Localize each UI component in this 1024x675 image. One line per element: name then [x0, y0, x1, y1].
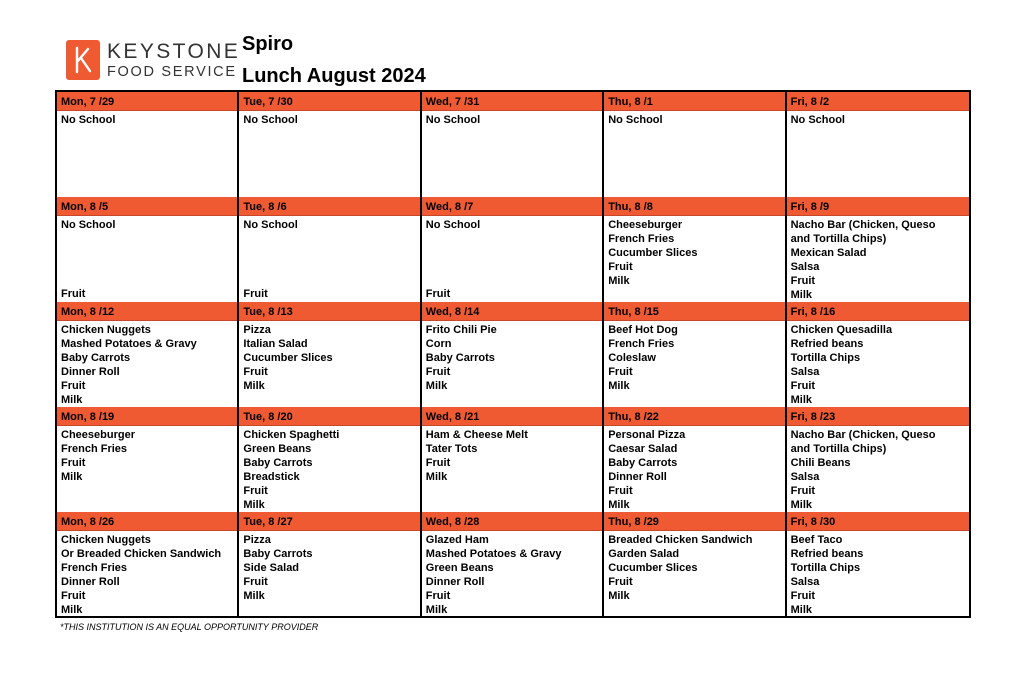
day-header: Thu, 8 /8: [604, 197, 784, 216]
menu-item: Beef Taco: [790, 534, 843, 546]
menu-item: Side Salad: [243, 562, 300, 574]
menu-item: Tater Tots: [425, 443, 478, 455]
day-header: Wed, 8 /7: [422, 197, 602, 216]
day-header: Wed, 8 /21: [422, 407, 602, 426]
menu-item: Cheeseburger: [61, 429, 135, 441]
menu-item: Coleslaw: [608, 352, 656, 364]
menu-item: Milk: [790, 604, 812, 616]
menu-items: [239, 321, 419, 393]
menu-item: Milk: [425, 471, 448, 483]
menu-item: Garden Salad: [608, 548, 680, 560]
menu-item: Milk: [61, 604, 83, 616]
menu-item: Baby Carrots: [425, 352, 495, 364]
menu-item: and Tortilla Chips): [790, 233, 887, 245]
menu-items: [604, 321, 784, 393]
day-header: Tue, 7 /30: [239, 92, 419, 111]
day-cell: [57, 512, 239, 616]
day-header: Fri, 8 /9: [787, 197, 969, 216]
menu-item: Chicken Nuggets: [61, 534, 151, 546]
menu-item-bottom: Fruit: [61, 288, 86, 300]
menu-items: [604, 426, 784, 512]
menu-items: [422, 426, 602, 484]
day-cell: [422, 197, 604, 302]
menu-item: French Fries: [608, 338, 675, 350]
menu-item: Fruit: [790, 275, 816, 287]
menu-items: [787, 216, 969, 302]
menu-item: Beef Hot Dog: [608, 324, 678, 336]
menu-items: [422, 216, 602, 232]
menu-item: Baby Carrots: [243, 548, 313, 560]
day-header: Mon, 8 /19: [57, 407, 237, 426]
day-cell: [239, 512, 421, 616]
menu-item: Milk: [61, 394, 83, 406]
menu-item: Milk: [61, 471, 83, 483]
brand-name: KEYSTONE: [107, 39, 241, 63]
day-header: Tue, 8 /6: [239, 197, 419, 216]
menu-item: Dinner Roll: [61, 576, 120, 588]
day-cell: [239, 92, 421, 197]
menu-items: [604, 216, 784, 288]
menu-item: Frito Chili Pie: [425, 324, 497, 336]
menu-item: Fruit: [61, 380, 86, 392]
menu-item: and Tortilla Chips): [790, 443, 887, 455]
day-header: Thu, 8 /15: [604, 302, 784, 321]
menu-item: Green Beans: [243, 443, 312, 455]
day-header: Mon, 8 /5: [57, 197, 237, 216]
day-cell: [239, 197, 421, 302]
menu-item-bottom: Fruit: [425, 288, 451, 300]
menu-item: Milk: [425, 604, 448, 616]
menu-items: [604, 111, 784, 127]
brand-subtitle: FOOD SERVICE: [107, 63, 237, 80]
menu-item: Pizza: [243, 534, 271, 546]
equal-opportunity-note: *THIS INSTITUTION IS AN EQUAL OPPORTUNITY PROVIDER: [60, 622, 319, 632]
menu-item: Fruit: [608, 485, 633, 497]
menu-item: Milk: [608, 590, 630, 602]
menu-item: Breadstick: [243, 471, 300, 483]
menu-item: Milk: [608, 499, 630, 511]
menu-item: Dinner Roll: [425, 576, 485, 588]
menu-item: Salsa: [790, 471, 820, 483]
menu-item-bottom: Fruit: [243, 288, 268, 300]
menu-item: Fruit: [608, 576, 633, 588]
menu-item: No School: [608, 114, 663, 126]
day-cell: [57, 302, 239, 407]
day-cell: [604, 512, 786, 616]
day-cell: [787, 197, 969, 302]
day-cell: [422, 92, 604, 197]
menu-item: Corn: [425, 338, 452, 350]
menu-items: [239, 216, 419, 232]
menu-item: Milk: [608, 275, 630, 287]
menu-item: Fruit: [243, 366, 268, 378]
menu-item: Fruit: [61, 457, 86, 469]
day-header: Wed, 8 /28: [422, 512, 602, 531]
menu-item: Milk: [243, 380, 265, 392]
menu-items: [422, 321, 602, 393]
day-header: Fri, 8 /16: [787, 302, 969, 321]
menu-item: Milk: [243, 590, 265, 602]
day-header: Tue, 8 /13: [239, 302, 419, 321]
day-header: Wed, 7 /31: [422, 92, 602, 111]
menu-item: Fruit: [425, 457, 451, 469]
menu-item: Mashed Potatoes & Gravy: [61, 338, 197, 350]
day-cell: [787, 407, 969, 512]
menu-items: [604, 531, 784, 603]
day-header: Tue, 8 /27: [239, 512, 419, 531]
menu-item: No School: [61, 219, 116, 231]
day-cell: [604, 92, 786, 197]
menu-item: Breaded Chicken Sandwich: [608, 534, 753, 546]
menu-items: [57, 321, 237, 407]
menu-item: Dinner Roll: [608, 471, 667, 483]
menu-items: [787, 531, 969, 616]
menu-item: Fruit: [243, 485, 268, 497]
menu-item: Nacho Bar (Chicken, Queso: [790, 219, 936, 231]
menu-item: Chicken Quesadilla: [790, 324, 893, 336]
day-cell: [604, 197, 786, 302]
menu-items: [787, 111, 969, 127]
menu-item: Mashed Potatoes & Gravy: [425, 548, 562, 560]
menu-title: Lunch August 2024: [242, 65, 426, 87]
day-header: Thu, 8 /29: [604, 512, 784, 531]
menu-item: No School: [243, 219, 298, 231]
menu-item: Dinner Roll: [61, 366, 120, 378]
menu-item: Baby Carrots: [608, 457, 678, 469]
menu-item: Cucumber Slices: [608, 562, 698, 574]
menu-item: Pizza: [243, 324, 271, 336]
menu-item: Glazed Ham: [425, 534, 489, 546]
menu-item: Fruit: [425, 366, 451, 378]
menu-item: French Fries: [608, 233, 675, 245]
day-cell: [787, 302, 969, 407]
day-header: Thu, 8 /22: [604, 407, 784, 426]
menu-item: Refried beans: [790, 548, 864, 560]
day-cell: [57, 407, 239, 512]
menu-item: Mexican Salad: [790, 247, 867, 259]
day-cell: [239, 407, 421, 512]
menu-item: Fruit: [608, 261, 633, 273]
day-header: Fri, 8 /23: [787, 407, 969, 426]
menu-items: [57, 216, 237, 232]
menu-item: Milk: [608, 380, 630, 392]
day-cell: [787, 512, 969, 616]
menu-items: [239, 111, 419, 127]
menu-items: [787, 321, 969, 407]
menu-item: Fruit: [790, 590, 816, 602]
menu-item: French Fries: [61, 443, 128, 455]
menu-item: Nacho Bar (Chicken, Queso: [790, 429, 936, 441]
menu-items: [239, 426, 419, 512]
menu-item: No School: [61, 114, 116, 126]
menu-item: Cucumber Slices: [243, 352, 333, 364]
day-cell: [422, 302, 604, 407]
menu-item: Cucumber Slices: [608, 247, 698, 259]
menu-item: Refried beans: [790, 338, 864, 350]
day-header: Fri, 8 /2: [787, 92, 969, 111]
keystone-k-icon: [66, 40, 100, 80]
menu-item: Personal Pizza: [608, 429, 686, 441]
menu-item: No School: [790, 114, 845, 126]
menu-item: Milk: [790, 499, 812, 511]
day-cell: [239, 302, 421, 407]
menu-item: Caesar Salad: [608, 443, 678, 455]
menu-items: [57, 531, 237, 616]
menu-items: [57, 426, 237, 484]
menu-items: [787, 426, 969, 512]
menu-item: Milk: [425, 380, 448, 392]
day-header: Mon, 8 /26: [57, 512, 237, 531]
day-cell: [422, 407, 604, 512]
menu-item: Or Breaded Chicken Sandwich: [61, 548, 222, 560]
menu-item: Cheeseburger: [608, 219, 683, 231]
day-header: Wed, 8 /14: [422, 302, 602, 321]
menu-item: Green Beans: [425, 562, 494, 574]
menu-item: Fruit: [425, 590, 451, 602]
day-header: Tue, 8 /20: [239, 407, 419, 426]
day-cell: [57, 92, 239, 197]
menu-item: Salsa: [790, 261, 820, 273]
school-name: Spiro: [242, 33, 294, 55]
menu-item: Fruit: [790, 380, 816, 392]
menu-item: Salsa: [790, 366, 820, 378]
menu-item: No School: [425, 114, 481, 126]
menu-item: Fruit: [243, 576, 268, 588]
day-header: Mon, 7 /29: [57, 92, 237, 111]
menu-item: Fruit: [61, 590, 86, 602]
menu-items: [57, 111, 237, 127]
menu-item: Tortilla Chips: [790, 352, 861, 364]
menu-items: [422, 531, 602, 616]
menu-item: Milk: [790, 394, 812, 406]
menu-item: Salsa: [790, 576, 820, 588]
menu-item: Chicken Nuggets: [61, 324, 151, 336]
day-header: Thu, 8 /1: [604, 92, 784, 111]
menu-items: [422, 111, 602, 127]
menu-item: No School: [425, 219, 481, 231]
menu-item: Baby Carrots: [61, 352, 131, 364]
menu-items: [239, 531, 419, 603]
day-header: Fri, 8 /30: [787, 512, 969, 531]
menu-item: Milk: [243, 499, 265, 511]
menu-item: Baby Carrots: [243, 457, 313, 469]
menu-calendar: [55, 90, 971, 618]
menu-item: Ham & Cheese Melt: [425, 429, 528, 441]
menu-item: Chicken Spaghetti: [243, 429, 340, 441]
menu-item: Italian Salad: [243, 338, 308, 350]
day-cell: [604, 302, 786, 407]
day-cell: [57, 197, 239, 302]
menu-item: Tortilla Chips: [790, 562, 861, 574]
menu-item: Fruit: [790, 485, 816, 497]
keystone-logo: [66, 40, 240, 80]
menu-item: No School: [243, 114, 298, 126]
day-cell: [422, 512, 604, 616]
menu-item: Milk: [790, 289, 812, 301]
day-cell: [604, 407, 786, 512]
menu-item: French Fries: [61, 562, 128, 574]
menu-item: Chili Beans: [790, 457, 851, 469]
menu-item: Fruit: [608, 366, 633, 378]
day-cell: [787, 92, 969, 197]
day-header: Mon, 8 /12: [57, 302, 237, 321]
